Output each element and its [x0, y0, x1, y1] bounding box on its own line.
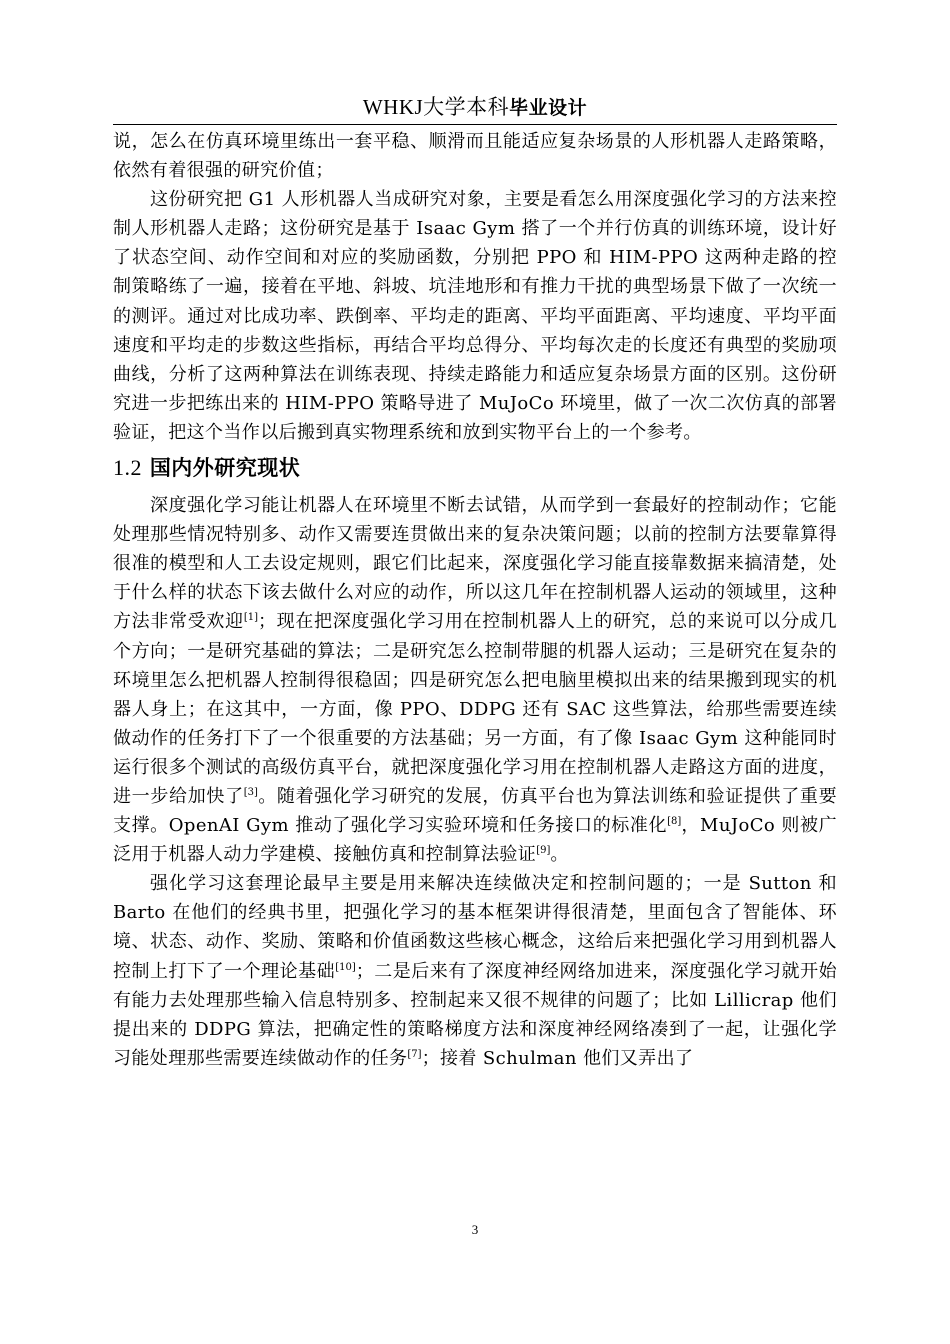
citation-ref: [1] [243, 612, 258, 624]
text-run: ；二是后来有了深度神经网络加进来，深度强化学习就开始有能力去处理那些输入信息特别多、控制起来又很不规律的问题了；比如 Lillicrap 他们提出来的 DDPG 算法，把确定性的策略梯度方法和深度神经网络凑到了一起，让强化学习能处理那些需要连续做动作的任务 [113, 960, 837, 1069]
text-run: 强化学习这套理论最早主要是用来解决连续做决定和控制问题的；一是 Sutton 和 Barto 在他们的经典书里，把强化学习的基本框架讲得很清楚，里面包含了智能体、环境、状态、动作、奖励、策略和价值函数这些核心概念，这给后来把强化学习用到机器人控制上打下了一个理论基础 [113, 873, 837, 982]
citation-ref: [10] [335, 961, 356, 973]
paragraph-research-overview: 这份研究把 G1 人形机器人当成研究对象，主要是看怎么用深度强化学习的方法来控制人形机器人走路；这份研究是基于 Isaac Gym 搭了一个并行仿真的训练环境，设计好了状态空间、动作空间和对应的奖励函数，分别把 PPO 和 HIM-PPO 这两种走路的控制策略练了一遍，接着在平地、斜坡、坑洼地形和有推力干扰的典型场景下做了一次统一的测评。通过对比成功率、跌倒率、平均走的距离、平均平面距离、平均速度、平均平面速度和平均走的步数这些指标，再结合平均总得分、平均每次走的长度还有典型的奖励项曲线，分析了这两种算法在训练表现、持续走路能力和适应复杂场景方面的区别。这份研究进一步把练出来的 HIM-PPO 策略导进了 MuJoCo 环境里，做了一次二次仿真的部署验证，把这个当作以后搬到真实物理系统和放到实物平台上的一个参考。 [113, 189, 837, 443]
running-header [0, 92, 950, 123]
citation-ref: [9] [536, 845, 551, 857]
section-heading [113, 453, 837, 483]
citation-ref: [8] [667, 816, 682, 828]
text-run: 。随着强化学习研究的发展，仿真平台也为算法训练和验证提供了重要支撑。OpenAI Gym 推动了强化学习实验环境和任务接口的标准化 [113, 785, 837, 837]
section-title: 国内外研究现状 [149, 456, 301, 481]
text-run: 。 [550, 844, 569, 866]
page-number: 3 [471, 1222, 479, 1237]
citation-ref: [3] [243, 786, 258, 798]
text-run: ；接着 Schulman 他们又弄出了 [421, 1047, 694, 1069]
text-run: ；现在把深度强化学习用在控制机器人上的研究，总的来说可以分成几个方向；一是研究基础的算法；二是研究怎么控制带腿的机器人运动；三是研究在复杂的环境里怎么把机器人控制得很稳固；四是研究怎么把电脑里模拟出来的结果搬到现实的机器人身上；在这其中，一方面，像 PPO、DDPG 还有 SAC 这些算法，给那些需要连续做动作的任务打下了一个很重要的方法基础；另一方面，有了像 Isaac Gym 这种能同时运行很多个测试的高级仿真平台，就把深度强化学习用在控制机器人走路这方面的进度，进一步给加快了 [113, 611, 837, 807]
text-run: 深度强化学习能让机器人在环境里不断去试错，从而学到一套最好的控制动作；它能处理那些情况特别多、动作又需要连贯做出来的复杂决策问题；以前的控制方法要靠算得很准的模型和人工去设定规则，跟它们比起来，深度强化学习能直接靠数据来搞清楚，处于什么样的状态下该去做什么对应的动作，所以这几年在控制机器人运动的领域里，这种方法非常受欢迎 [113, 495, 837, 633]
header-school-name: WHKJ大学本科 [362, 95, 510, 119]
citation-ref: [7] [407, 1048, 422, 1060]
paragraph-rl-theory [113, 869, 837, 1073]
paragraph-drl-overview [113, 491, 837, 869]
text-run: ，MuJoCo 则被广泛用于机器人动力学建模、接触仿真和控制算法验证 [113, 815, 837, 866]
header-rule [113, 124, 837, 125]
document-body [113, 127, 837, 1073]
section-number: 1.2 [113, 455, 142, 481]
header-document-type: 毕业设计 [509, 97, 588, 119]
paragraph-continued: 说，怎么在仿真环境里练出一套平稳、顺滑而且能适应复杂场景的人形机器人走路策略，依然有着很强的研究价值； [113, 131, 837, 182]
